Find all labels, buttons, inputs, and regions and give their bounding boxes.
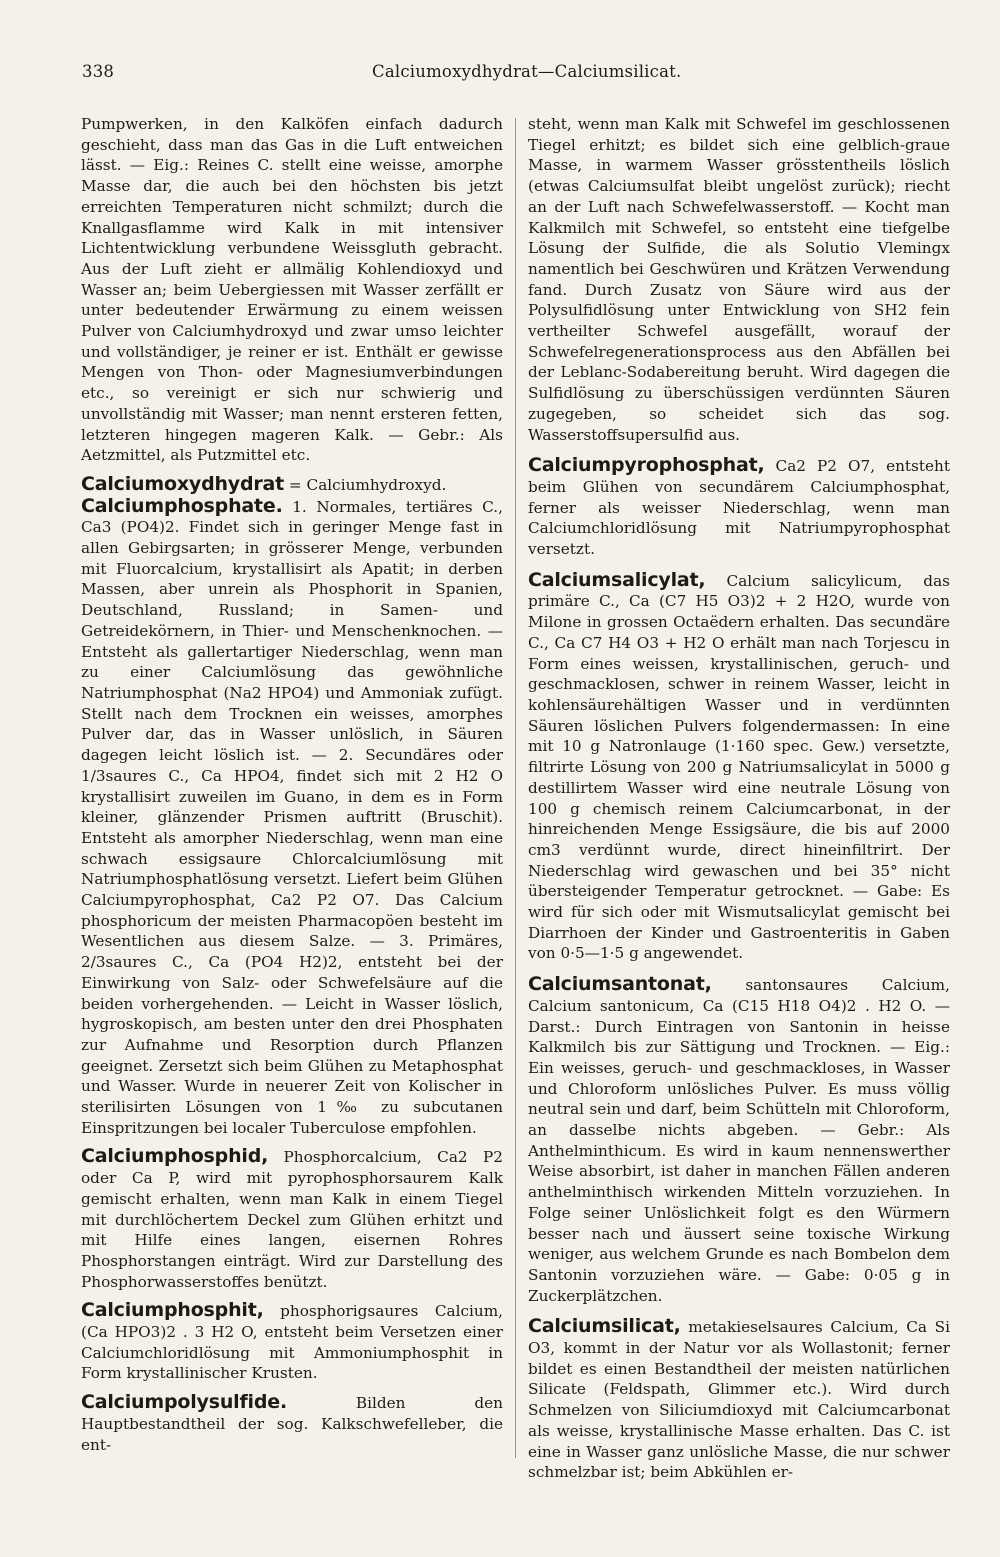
entry-headword: Calciumsantonat, (528, 973, 712, 996)
entry-continuation (528, 114, 950, 445)
entry-text: metakieselsaures Calcium, Ca Si O3, kommt in der Natur vor als Wollastonit; ferner bildet es einen Bestandtheil der meisten natürlichen Silicate (Feldspath, Glimmer etc.). Wird durch Schmelzen von Siliciumdioxyd mit Calciumcarbonat als weisse, krystallinische Masse erhalten. Das C. ist eine in Wasser ganz unlösliche Masse, die nur schwer schmelzbar ist; beim Abkühlen er- (528, 1318, 950, 1482)
entry-text: Bilden den Hauptbestandtheil der sog. Kalkschwefelleber, die ent- (81, 1394, 503, 1454)
entry-calciumphosphit (81, 1300, 503, 1384)
entry-text: 1. Normales, tertiäres C., Ca3 (PO4)2. Findet sich in geringer Menge fast in allen Gebirgsarten; in grösserer Menge, verbunden mit Fluorcalcium, krystallisirt als Apatit; in derben Massen, aber unrein als Phosphorit in Spanien, Deutschland, Russland; in Samen- und Getreidekörnern, in Thier- und Menschenknochen. — Entsteht als gallertartiger Niederschlag, wenn man zu einer Calciumlösung das gewöhnliche Natriumphosphat (Na2 HPO4) und Ammoniak zufügt. Stellt nach dem Trocknen ein weisses, amorphes Pulver dar, das in Wasser unlöslich, in Säuren dagegen leicht löslich ist. — 2. Secundäres oder 1/3saures C., Ca HPO4, findet sich mit 2 H2 O krystallisirt zuweilen im Guano, in dem es in Form kleiner, glänzender Prismen auftritt (Bruschit). Entsteht als amorpher Niederschlag, wenn man eine schwach essigsaure Chlorcalciumlösung mit Natriumphosphatlösung versetzt. Liefert beim Glühen Calciumpyrophosphat, Ca2 P2 O7. Das Calcium phosphoricum der meisten Pharmacopöen besteht im Wesentlichen aus diesem Salze. — 3. Primäres, 2/3saures C., Ca (PO4 H2)2, entsteht bei der Einwirkung von Salz- oder Schwefelsäure auf die beiden vorhergehenden. — Leicht in Wasser löslich, hygroskopisch, am besten unter den drei Phosphaten zur Aufnahme und Resorption durch Pflanzen geeignet. Zersetzt sich beim Glühen zu Metaphosphat und Wasser. Wurde in neuerer Zeit von Kolischer in sterilisirten Lösungen von 1‰ zu subcutanen Einspritzungen bei localer Tuberculose empfohlen. (81, 497, 503, 1137)
entry-text: phosphorigsaures Calcium, (Ca HPO3)2 . 3 H2 O, entsteht beim Versetzen einer Calciumchloridlösung mit Ammoniumphosphit in Form krystallinischer Krusten. (81, 1302, 503, 1383)
entry-calciumpyrophosphat (528, 455, 950, 560)
entry-text: Calcium salicylicum, das primäre C., Ca (C7 H5 O3)2 + 2 H2O, wurde von Milone in grossen Octaëdern erhalten. Das secundäre C., Ca C7 H4 O3 + H2 O erhält man nach Torjescu in Form eines weissen, krystallinischen, geruch- und geschmacklosen, schwer in reinem Wasser, leicht in kohlensäurehältigen Wasser und in verdünnten Säuren löslichen Pulvers folgendermassen: In eine mit 10 g Natronlauge (1·160 spec. Gew.) versetzte, filtrirte Lösung von 200 g Natriumsalicylat in 5000 g destillirtem Wasser wird eine neutrale Lösung von 100 g chemisch reinem Calciumcarbonat, in der hinreichenden Menge Essigsäure, die bis auf 2000 cm3 verdünnt wurde, direct hineinfiltrirt. Der Niederschlag wird gewaschen und bei 35° nicht übersteigender Temperatur getrocknet. — Gabe: Es wird für sich oder mit Wismutsalicylat gemischt bei Diarrhoen der Kinder und Gastroenteritis in Gaben von 0·5—1·5 g angewendet. (528, 571, 950, 963)
entry-text: Phosphorcalcium, Ca2 P2 oder Ca P, wird mit pyrophosphorsaurem Kalk gemischt erhalten, wenn man Kalk in einem Tiegel mit durchlöchertem Deckel zum Glühen erhitzt und mit Hilfe eines langen, eisernen Rohres Phosphorstangen einträgt. Wird zur Darstellung des Phosphorwasserstoffes benützt. (81, 1148, 503, 1291)
entry-continuation (81, 114, 503, 466)
entry-headword: Calciumpolysulfide. (81, 1391, 287, 1414)
entry-headword: Calciumsilicat, (528, 1315, 681, 1338)
entry-headword: Calciumsalicylat, (528, 568, 706, 591)
entry-text: santonsaures Calcium, Calcium santonicum, Ca (C15 H18 O4)2 . H2 O. — Darst.: Durch Eintragen von Santonin in heisse Kalkmilch bis zur Sättigung und Trocknen. — Eig.: Ein weisses, geruch- und geschmackloses, in Wasser und Chloroform unlösliches Pulver. Es muss völlig neutral sein und darf, beim Schütteln mit Chloroform, an dasselbe nichts abgeben. — Gebr.: Als Anthelminthicum. Es wird in kaum nennenswerther Weise absorbirt, ist daher in manchen Fällen anderen anthelminthisch wirkenden Mitteln vorzuziehen. In Folge seiner Unlöslichkeit folgt es den Würmern besser nach und äussert seine toxische Wirkung weniger, aus welchem Grunde es nach Bombelon dem Santonin vorzuziehen wäre. — Gabe: 0·05 g in Zuckerplätzchen. (528, 976, 950, 1305)
entry-headword: Calciumphosphit, (81, 1299, 264, 1322)
entry-headword: Calciumphosphate. (81, 494, 283, 517)
entry-calciumsalicylat (528, 570, 950, 964)
entry-calciumsilicat (528, 1316, 950, 1483)
page-header (82, 62, 952, 86)
entry-calciumpolysulfide (81, 1392, 503, 1455)
entry-calciumphosphid (81, 1146, 503, 1292)
entry-text: = Calciumhydroxyd. (284, 475, 447, 494)
entry-calciumsantonat (528, 974, 950, 1306)
entry-headword: Calciumphosphid, (81, 1145, 269, 1168)
entry-calciumphosphate (81, 496, 503, 1139)
entry-text: Ca2 P2 O7, entsteht beim Glühen von secundärem Calciumphosphat, ferner als weisser Niederschlag, wenn man Calciumchloridlösung mit Natriumpyrophosphat versetzt. (528, 457, 950, 559)
page-number: 338 (82, 62, 115, 81)
entry-headword: Calciumpyrophosphat, (528, 454, 765, 477)
entry-text: Pumpwerken, in den Kalköfen einfach dadurch geschieht, dass man das Gas in die Luft entweichen lässt. — Eig.: Reines C. stellt eine weisse, amorphe Masse dar, die auch bei den höchsten bis jetzt erreichten Temperaturen nicht schmilzt; durch die Knallgasflamme wird Kalk in mit intensiver Lichtentwicklung verbundene Weissgluth gebracht. Aus der Luft zieht er allmälig Kohlendioxyd und Wasser an; beim Uebergiessen mit Wasser zerfällt er unter bedeutender Erwärmung zu einem weissen Pulver von Calciumhydroxyd und zwar umso leichter und vollständiger, je reiner er ist. Enthält er gewisse Mengen von Thon- oder Magnesiumverbindungen etc., so vereinigt er sich nur schwierig und unvollständig mit Wasser; man nennt ersteren fetten, letzteren hingegen mageren Kalk. — Gebr.: Als Aetzmittel, als Putzmittel etc. (81, 115, 503, 465)
column-divider (515, 118, 516, 1458)
right-column (528, 114, 950, 1483)
entry-headword: Calciumoxydhydrat (81, 472, 285, 495)
running-head: Calciumoxydhydrat—Calciumsilicat. (372, 62, 682, 81)
entry-text: steht, wenn man Kalk mit Schwefel im geschlossenen Tiegel erhitzt; es bildet sich eine gelblich-graue Masse, in warmem Wasser grösstentheils löslich (etwas Calciumsulfat bleibt ungelöst zurück); riecht an der Luft nach Schwefelwasserstoff. — Kocht man Kalkmilch mit Schwefel, so entsteht eine tiefgelbe Lösung der Sulfide, die als Solutio Vlemingx namentlich bei Geschwüren und Krätzen Verwendung fand. Durch Zusatz von Säure wird aus der Polysulfidlösung unter Entwicklung von SH2 fein vertheilter Schwefel ausgefällt, worauf der Schwefelregenerationsprocess aus den Abfällen bei der Leblanc-Sodabereitung beruht. Wird dagegen die Sulfidlösung zu überschüssigen verdünnten Säuren zugegeben, so scheidet sich das sog. Wasserstoffsupersulfid aus. (528, 115, 950, 444)
entry-calciumoxydhydrat (81, 474, 503, 496)
left-column (81, 114, 503, 1455)
